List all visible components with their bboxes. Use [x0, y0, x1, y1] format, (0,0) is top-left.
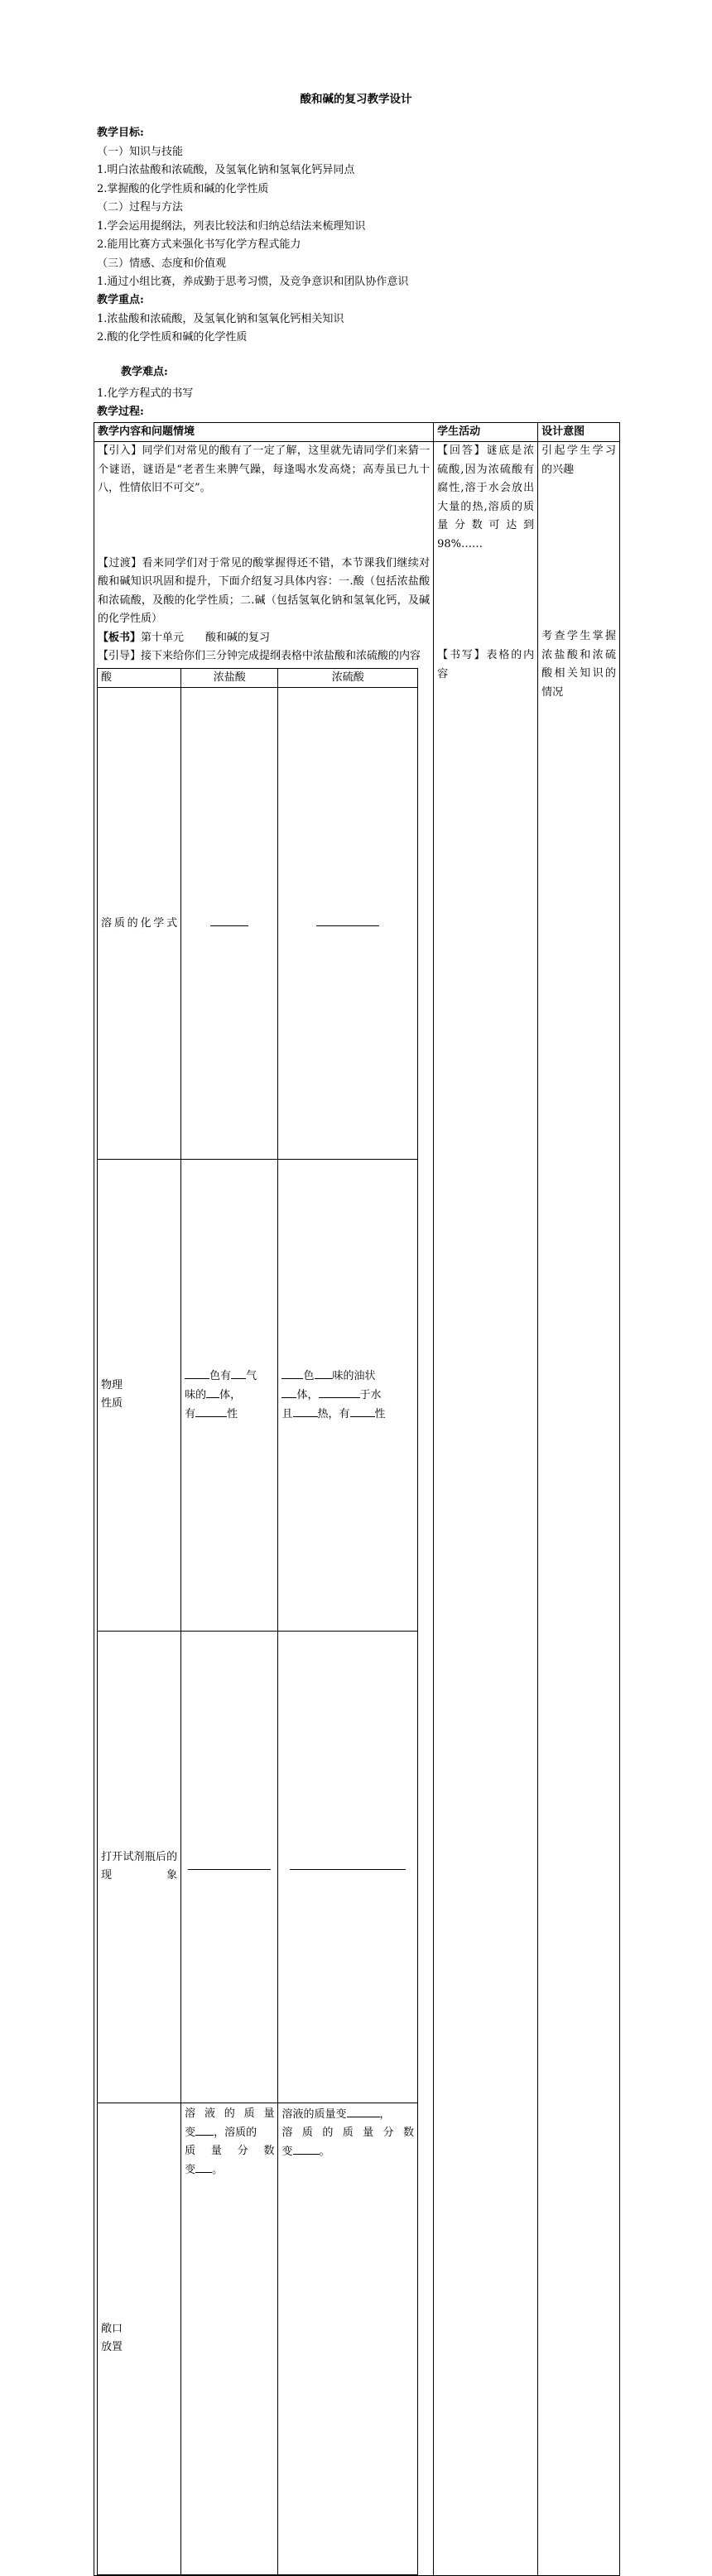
key-points-heading: 教学重点: — [97, 294, 144, 306]
intro-paragraph — [98, 442, 430, 498]
transition-mark: 【过渡】 — [98, 556, 142, 570]
inner-header-row — [98, 668, 418, 687]
knowledge-heading: （一）知识与技能 — [97, 146, 184, 158]
document-title: 酸和碱的复习教学设计 — [300, 93, 412, 106]
board-text: 第十单元 酸和碱的复习 — [141, 631, 271, 644]
guide-paragraph — [98, 647, 430, 666]
board-mark: 【板书】 — [98, 631, 142, 644]
hcl-physical-cell[interactable]: 色有 气 味的 体， 有 性 — [181, 1159, 278, 1631]
hcl-formula-blank[interactable] — [181, 687, 278, 1159]
key-point-2: 2.酸的化学性质和碱的化学性质 — [97, 331, 248, 344]
difficulty-heading: 教学难点: — [121, 366, 168, 378]
hcl-open-air-cell[interactable]: 溶液的质量 变 ，溶质的 质量分数 变 。 — [181, 2103, 278, 2574]
row-label-open-air-b: 放置 — [101, 2341, 123, 2353]
inner-row-opening — [98, 1631, 418, 2103]
inner-row-physical — [98, 1159, 418, 1631]
h2so4-physical-cell[interactable]: 色 味的油状 体， 于水 且 热，有 性 — [278, 1159, 418, 1631]
inner-header-hcl: 浓盐酸 — [181, 668, 278, 687]
row-label-opening: 打开试剂瓶后的现象 — [98, 1631, 181, 2103]
transition-paragraph — [98, 555, 430, 629]
h2so4-open-air-cell[interactable]: 溶液的质量变 ， 溶质的质量分数 变 。 — [278, 2103, 418, 2574]
teaching-process-table — [94, 422, 620, 2576]
answer-text: 谜底是浓硫酸,因为浓硫酸有腐性,溶于水会放出大量的热,溶质的质量分数可达到98%…… — [437, 445, 535, 550]
row-label-physical — [98, 1159, 181, 1631]
answer-mark: 【回答】 — [437, 445, 487, 457]
answer-paragraph — [437, 442, 534, 554]
process-flow-heading: 教学过程: — [97, 406, 144, 418]
process-item-2: 2.能用比赛方式来强化书写化学方程式能力 — [97, 238, 301, 251]
emotion-item-1: 1.通过小组比赛，养成勤于思考习惯，及竞争意识和团队协作意识 — [97, 276, 409, 288]
objectives-heading: 教学目标: — [97, 127, 144, 139]
process-heading: （二）过程与方法 — [97, 201, 184, 214]
transition-text: 看来同学们对于常见的酸掌握得还不错，本节课我们继续对酸和碱知识巩固和提升，下面介绍复习具体内容：一.酸（包括浓盐酸和浓硫酸，及酸的化学性质；二.碱（包括氢氧化钠和氢氧化钙，及碱的化学性质） — [98, 556, 431, 625]
row-label-open-air-a: 敞口 — [101, 2323, 123, 2335]
difficulty-item-1: 1.化学方程式的书写 — [97, 387, 194, 400]
inner-row-open-air — [98, 2103, 418, 2574]
board-paragraph — [98, 629, 430, 648]
intent-2: 考查学生掌握浓盐酸和浓硫酸相关知识的情况 — [541, 630, 616, 699]
inner-header-acid: 酸 — [98, 668, 181, 687]
inner-header-h2so4: 浓硫酸 — [278, 668, 418, 687]
design-intent-cell — [538, 442, 620, 2576]
guide-text: 接下来给你们三分钟完成提纲表格中浓盐酸和浓硫酸的内容 — [141, 650, 421, 662]
header-design-intent: 设计意图 — [538, 423, 620, 442]
intent-1: 引起学生学习的兴趣 — [541, 445, 616, 476]
row-label-formula: 溶质的化学式 — [98, 687, 181, 1159]
write-text: 表格的内容 — [437, 649, 535, 680]
table-header-row — [94, 423, 620, 442]
content-cell — [94, 442, 434, 2576]
table-body-row — [94, 442, 620, 2576]
knowledge-item-1: 1.明白浓盐酸和浓硫酸，及氢氧化钠和氢氧化钙异同点 — [97, 164, 355, 176]
hcl-opening-blank[interactable] — [181, 1631, 278, 2103]
row-label-physical-a: 物理 — [101, 1379, 123, 1391]
inner-row-formula — [98, 687, 418, 1159]
header-student-activity: 学生活动 — [434, 423, 538, 442]
process-item-1: 1.学会运用提纲法，列表比较法和归纳总结法来梳理知识 — [97, 220, 366, 233]
row-label-open-air — [98, 2103, 181, 2574]
key-point-1: 1.浓盐酸和浓硫酸，及氢氧化钠和氢氧化钙相关知识 — [97, 313, 344, 325]
write-paragraph — [437, 646, 534, 684]
h2so4-opening-blank[interactable] — [278, 1631, 418, 2103]
intro-text: 同学们对常见的酸有了一定了解，这里就先请同学们来猜一个谜语，谜语是“老者生来脾气躁，每逢喝水发高烧；高寿虽已九十八，性情依旧不可交”。 — [98, 445, 431, 494]
header-content: 教学内容和问题情境 — [94, 423, 434, 442]
guide-mark: 【引导】 — [98, 650, 142, 662]
h2so4-formula-blank[interactable] — [278, 687, 418, 1159]
knowledge-item-2: 2.掌握酸的化学性质和碱的化学性质 — [97, 183, 269, 195]
student-activity-cell — [434, 442, 538, 2576]
write-mark: 【书写】 — [437, 649, 487, 661]
emotion-heading: （三）情感、态度和价值观 — [97, 257, 227, 270]
intro-mark: 【引入】 — [98, 445, 142, 457]
acid-comparison-table — [97, 668, 418, 2575]
row-label-physical-b: 性质 — [101, 1397, 123, 1410]
